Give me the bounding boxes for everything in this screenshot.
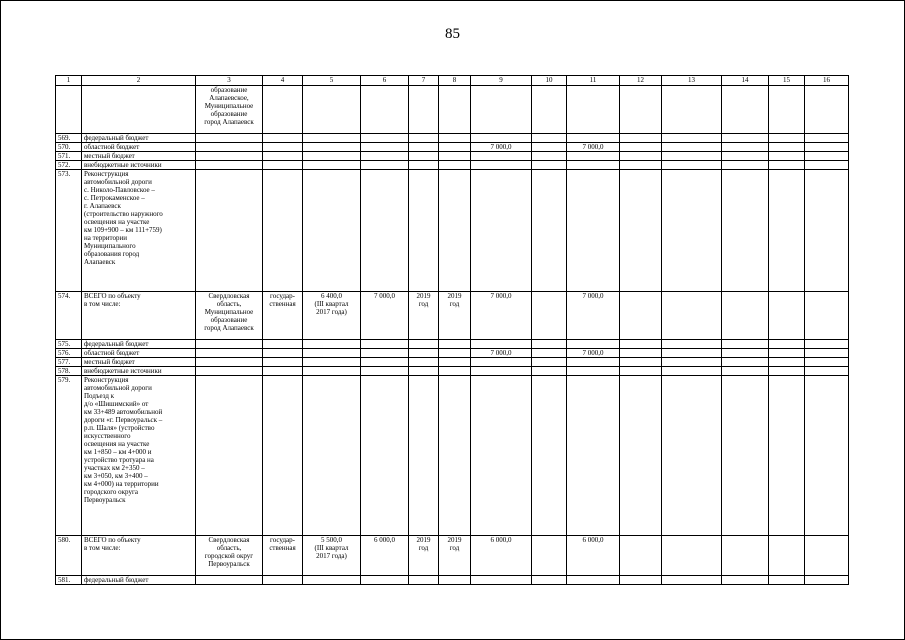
- row-label: федеральный бюджет: [82, 134, 196, 143]
- cell-c7: 2019 год: [409, 292, 439, 340]
- cell-c11: [567, 340, 620, 349]
- cell-c11: [567, 134, 620, 143]
- header-cell: 2: [82, 76, 196, 86]
- cell-c9: [471, 161, 532, 170]
- header-cell: 16: [805, 76, 849, 86]
- cell-c11: 7 000,0: [567, 143, 620, 152]
- total-label: ВСЕГО по объекту в том числе:: [82, 292, 196, 340]
- table-row: [56, 340, 849, 349]
- row-label: федеральный бюджет: [82, 340, 196, 349]
- object2-total-row: [56, 536, 849, 576]
- header-cell: 13: [662, 76, 722, 86]
- row-label: местный бюджет: [82, 358, 196, 367]
- row-number: 574.: [56, 292, 82, 340]
- cell-c9: [471, 134, 532, 143]
- cell-c9: [471, 340, 532, 349]
- budget-table: [55, 75, 849, 585]
- row-number: 577.: [56, 358, 82, 367]
- cell-c11: 7 000,0: [567, 349, 620, 358]
- cell-c5: 5 500,0 (III квартал 2017 года): [303, 536, 361, 576]
- object1-total-row: [56, 292, 849, 340]
- row-number: 581.: [56, 576, 82, 585]
- table-row: [56, 349, 849, 358]
- cell-c9: 7 000,0: [471, 143, 532, 152]
- row-label: местный бюджет: [82, 152, 196, 161]
- cell-c4: государ- ственная: [263, 536, 303, 576]
- header-cell: 4: [263, 76, 303, 86]
- continuation-row: [56, 86, 849, 134]
- row-number: 573.: [56, 170, 82, 292]
- row-number: 580.: [56, 536, 82, 576]
- row-number: 575.: [56, 340, 82, 349]
- header-cell: 1: [56, 76, 82, 86]
- cell-c11: [567, 367, 620, 376]
- cell-c6: 7 000,0: [361, 292, 409, 340]
- table-row: [56, 161, 849, 170]
- object-title: Реконструкция автомобильной дороги Подъезд к д/о «Шишимский» от км 33+489 автомобильной дороги «г. Первоуральск – р.п. Шаля» (устройство искусственного освещения на участке км 1+850 – км 4+000 и устройство тротуара на участках км 2+350 – км 3+050, км 3+400 – км 4+000) на территории городского округа Первоуральск: [82, 376, 196, 536]
- row-number: 579.: [56, 376, 82, 536]
- header-cell: 8: [439, 76, 471, 86]
- row-number: 576.: [56, 349, 82, 358]
- block3-rows: [56, 576, 849, 585]
- cell-c9: 6 000,0: [471, 536, 532, 576]
- cell-c3: Свердловская область, Муниципальное образование город Алапаевск: [196, 292, 263, 340]
- cell-c11: [567, 161, 620, 170]
- cell-c3: образование Алапаевское, Муниципальное образование город Алапаевск: [196, 86, 263, 134]
- header-row: [56, 76, 849, 86]
- header-cell: 11: [567, 76, 620, 86]
- row-number: 571.: [56, 152, 82, 161]
- table-row: [56, 134, 849, 143]
- row-number: 570.: [56, 143, 82, 152]
- row-label: внебюджетные источники: [82, 161, 196, 170]
- header-cell: 5: [303, 76, 361, 86]
- row-number: 572.: [56, 161, 82, 170]
- cell-c6: 6 000,0: [361, 536, 409, 576]
- cell-c8: 2019 год: [439, 292, 471, 340]
- cell-c11: 6 000,0: [567, 536, 620, 576]
- header-cell: 10: [532, 76, 567, 86]
- cell-c9: 7 000,0: [471, 292, 532, 340]
- header-cell: 7: [409, 76, 439, 86]
- row-label: областной бюджет: [82, 143, 196, 152]
- row-number: 578.: [56, 367, 82, 376]
- cell-c11: 7 000,0: [567, 292, 620, 340]
- cell-c7: 2019 год: [409, 536, 439, 576]
- page-number: 85: [445, 26, 460, 42]
- header-cell: 3: [196, 76, 263, 86]
- cell-c11: [567, 152, 620, 161]
- table-row: [56, 367, 849, 376]
- object2-title-row: [56, 376, 849, 536]
- row-label: областной бюджет: [82, 349, 196, 358]
- cell-c4: государ- ственная: [263, 292, 303, 340]
- cell-c5: 6 400,0 (III квартал 2017 года): [303, 292, 361, 340]
- header-cell: 15: [769, 76, 805, 86]
- object-title: Реконструкция автомобильной дороги с. Николо-Павловское – с. Петрокаменское – г. Алапаевск (строительство наружного освещения на участке км 109+900 – км 111+759) на территории Муниципального образования город Алапаевск: [82, 170, 196, 292]
- cell-c9: [471, 367, 532, 376]
- table-row: [56, 358, 849, 367]
- row-number: 569.: [56, 134, 82, 143]
- cell-c11: [567, 358, 620, 367]
- header-cell: 6: [361, 76, 409, 86]
- cell-c9: 7 000,0: [471, 349, 532, 358]
- header-cell: 9: [471, 76, 532, 86]
- cell-c9: [471, 358, 532, 367]
- object1-title-row: [56, 170, 849, 292]
- row-label: федеральный бюджет: [82, 576, 196, 585]
- row-label: внебюджетные источники: [82, 367, 196, 376]
- header-cell: 14: [722, 76, 769, 86]
- block1-rows: [56, 134, 849, 170]
- cell-c3: Свердловская область, городской округ Первоуральск: [196, 536, 263, 576]
- cell-c9: [471, 152, 532, 161]
- cell-c8: 2019 год: [439, 536, 471, 576]
- table-row: [56, 143, 849, 152]
- header-cell: 12: [620, 76, 662, 86]
- table-row: [56, 576, 849, 585]
- total-label: ВСЕГО по объекту в том числе:: [82, 536, 196, 576]
- block2-rows: [56, 340, 849, 376]
- table-row: [56, 152, 849, 161]
